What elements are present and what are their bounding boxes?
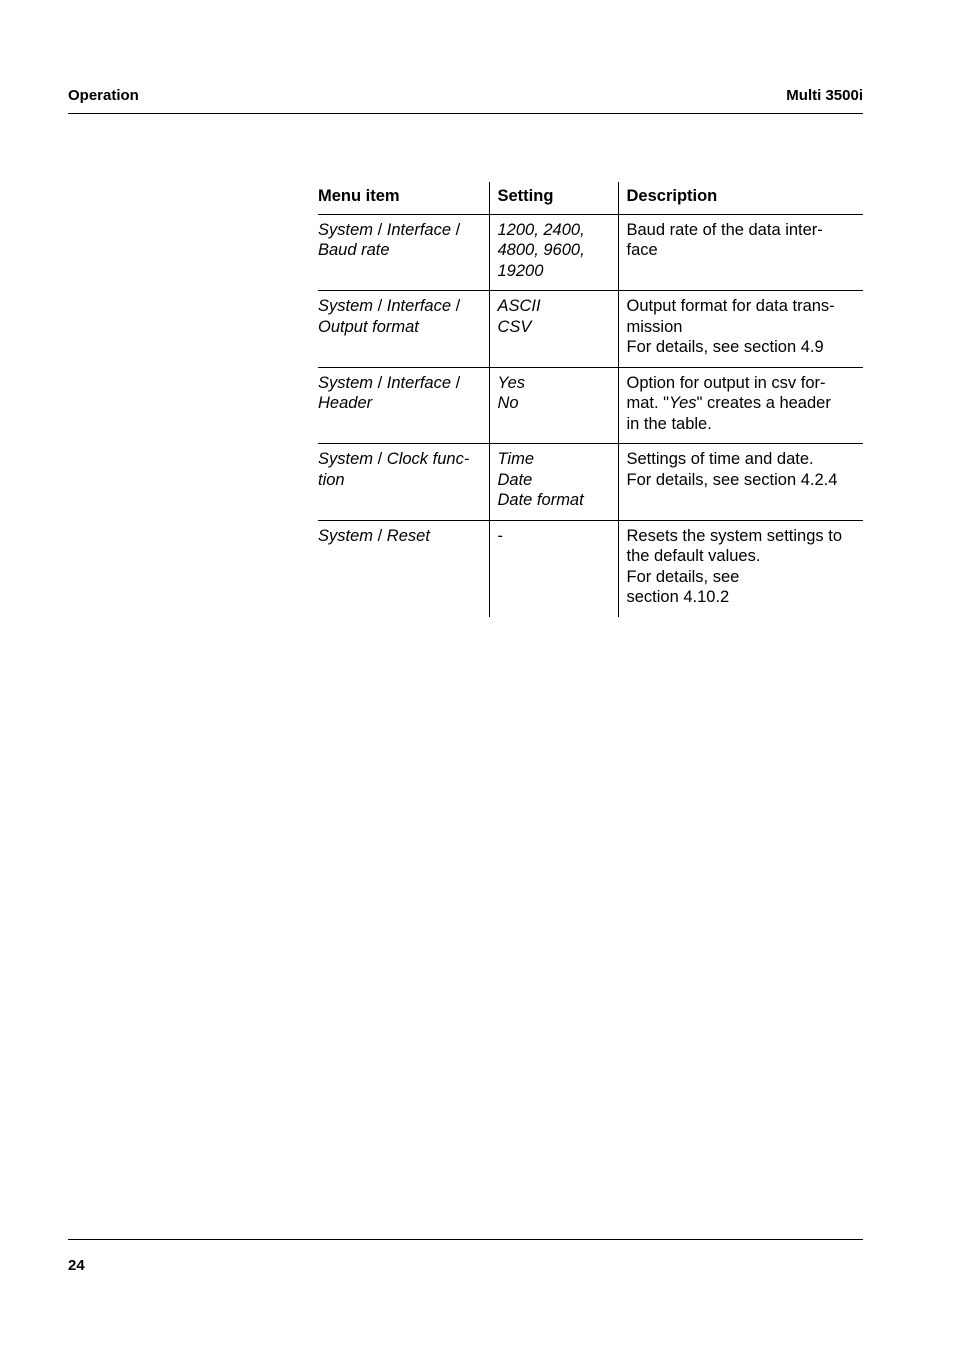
menu-path-part: System [318, 373, 374, 392]
table-row [318, 520, 863, 617]
column-header-setting: Setting [489, 182, 618, 214]
description-cell [618, 444, 863, 521]
table-row [318, 291, 863, 368]
menu-item-cell [318, 444, 489, 521]
setting-value: Time [497, 450, 535, 468]
header-rule [68, 113, 863, 114]
description-line: Settings of time and date. [626, 450, 814, 468]
description-text: mat. " [626, 394, 670, 412]
description-cell [618, 520, 863, 617]
description-line: in the table. [626, 414, 712, 433]
table-row [318, 367, 863, 444]
menu-path-part: Interface [386, 220, 452, 239]
column-header-menu-item: Menu item [318, 182, 489, 214]
menu-item-cell [318, 214, 489, 291]
menu-path-separator: / [377, 526, 383, 545]
table-row [318, 214, 863, 291]
menu-item-cell [318, 367, 489, 444]
menu-settings-table [318, 182, 863, 617]
menu-path-part: Output format [318, 317, 419, 336]
description-cell [618, 367, 863, 444]
running-header-product: Multi 3500i [786, 87, 863, 104]
setting-cell [489, 291, 618, 368]
description-emphasis: Yes [669, 394, 697, 412]
setting-cell [489, 520, 618, 617]
menu-path-part: Reset [386, 526, 430, 545]
description-line: Resets the system settings to [626, 526, 843, 545]
menu-path-separator: / [455, 373, 461, 392]
description-line: Baud rate of the data inter- [626, 220, 823, 239]
description-cell [618, 291, 863, 368]
menu-path-part: Interface [386, 297, 452, 315]
setting-value: 4800, 9600, [497, 241, 585, 259]
menu-path-part: tion [318, 470, 345, 489]
setting-cell [489, 444, 618, 521]
menu-path-separator: / [377, 450, 383, 468]
menu-path-part: System [318, 220, 374, 239]
description-line: Option for output in csv for- [626, 373, 826, 392]
column-header-description: Description [618, 182, 863, 214]
description-line [627, 393, 858, 414]
menu-path-part: System [318, 526, 374, 545]
description-line: For details, see section 4.9 [626, 338, 824, 356]
setting-value: Yes [497, 373, 526, 392]
description-line: mission [626, 317, 683, 336]
menu-path-separator: / [377, 297, 383, 315]
setting-value: ASCII [497, 297, 541, 315]
description-line: section 4.10.2 [626, 588, 730, 606]
menu-path-separator: / [377, 373, 383, 392]
description-cell [618, 214, 863, 291]
setting-cell [489, 214, 618, 291]
setting-value: CSV [497, 317, 532, 336]
setting-value: - [497, 526, 503, 545]
description-line: Output format for data trans- [626, 297, 835, 315]
setting-value: Date format [497, 491, 584, 509]
menu-path-part: Interface [386, 373, 452, 392]
menu-path-part: System [318, 297, 374, 315]
setting-cell [489, 367, 618, 444]
table-header-row [318, 182, 863, 214]
menu-item-cell [318, 520, 489, 617]
setting-value: 19200 [497, 261, 544, 280]
menu-path-separator: / [455, 220, 461, 239]
running-header-section: Operation [68, 87, 139, 104]
description-text: " creates a header [696, 394, 831, 412]
description-line: face [626, 241, 658, 259]
setting-value: Date [497, 470, 533, 489]
description-line: the default values. [626, 547, 761, 565]
menu-path-part: System [318, 450, 374, 468]
setting-value: No [497, 394, 519, 412]
menu-path-separator: / [377, 220, 383, 239]
description-line: For details, see [626, 567, 740, 586]
menu-item-cell [318, 291, 489, 368]
menu-path-separator: / [455, 297, 461, 315]
footer-rule [68, 1239, 863, 1240]
table-row [318, 444, 863, 521]
page-number: 24 [68, 1257, 85, 1274]
menu-path-part: Header [318, 394, 373, 412]
menu-path-part: Clock func- [386, 450, 470, 468]
setting-value: 1200, 2400, [497, 220, 585, 239]
description-line: For details, see section 4.2.4 [626, 470, 838, 489]
menu-path-part: Baud rate [318, 241, 390, 259]
